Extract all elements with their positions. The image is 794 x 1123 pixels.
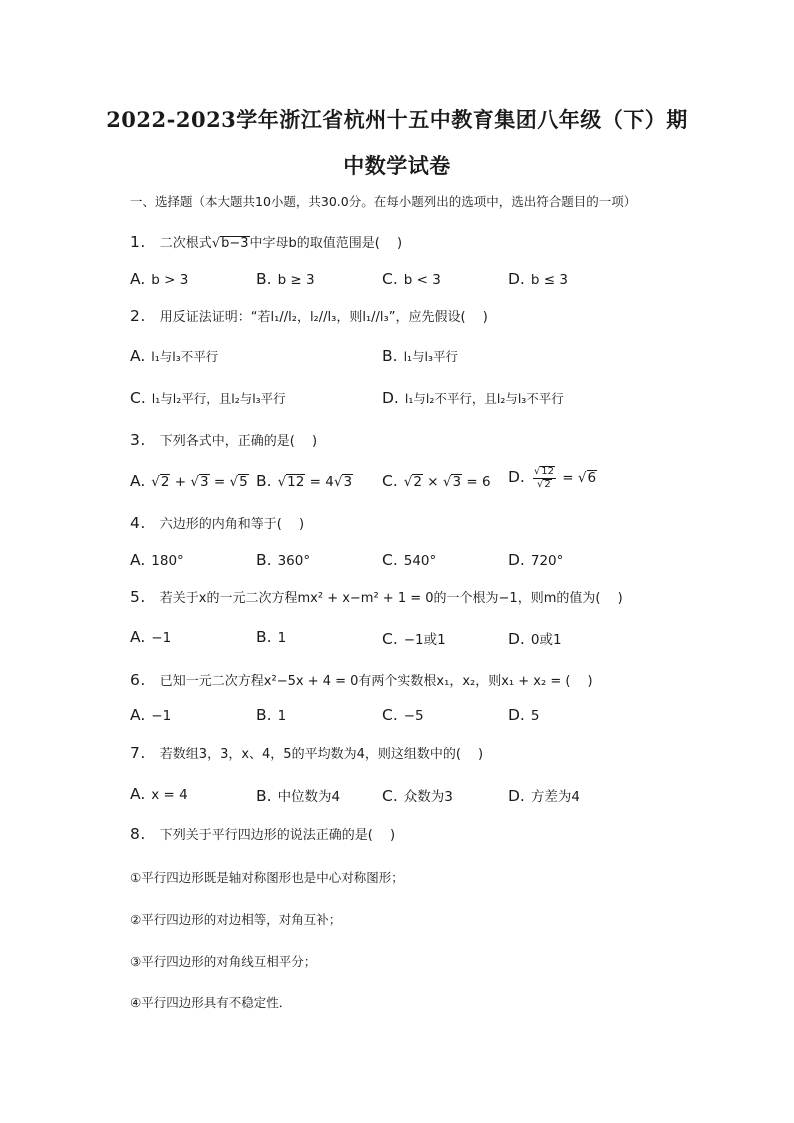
statement-2: ②平行四边形的对边相等，对角互补； [130, 912, 342, 927]
option-a: A. √2 + √3 = √5 [130, 472, 248, 490]
option-b: B. √12 = 4√3 [256, 472, 353, 490]
option-a: A. −1 [130, 628, 172, 646]
option-d: D. 0或1 [508, 630, 562, 648]
question-number: 1. [130, 233, 146, 251]
option-b: B. 360° [256, 551, 311, 569]
question-number: 7. [130, 744, 146, 762]
question-number: 6. [130, 671, 146, 689]
question-text: 若关于x的一元二次方程mx² + x−m² + 1 = 0的一个根为−1，则m的值为( ) [159, 591, 623, 606]
option-d: D. $\frac{√12}{√2}$ = √6 [508, 466, 597, 490]
question-number: 5. [130, 588, 146, 606]
option-c: C. 众数为3 [382, 787, 453, 805]
statement-4: ④平行四边形具有不稳定性． [130, 995, 292, 1010]
option-c: C. b < 3 [382, 270, 441, 288]
question-7 [130, 743, 483, 762]
option-a: A. 180° [130, 551, 184, 569]
question-text: 用反证法证明：“若l₁//l₂，l₂//l₃，则l₁//l₃”，应先假设( ) [159, 310, 488, 325]
question-5 [130, 587, 623, 606]
option-a: A. l₁与l₃不平行 [130, 347, 219, 365]
radicand: b−3 [221, 236, 249, 251]
question-text-pre: 二次根式 [159, 236, 212, 251]
question-4 [130, 513, 304, 532]
question-text: 下列各式中，正确的是( ) [159, 434, 318, 449]
question-number: 8. [130, 825, 146, 843]
question-1: 1. 二次根式√b−3中字母b的取值范围是( ) [130, 233, 403, 251]
option-b: B. 1 [256, 706, 287, 724]
option-a: A. −1 [130, 706, 172, 724]
question-text-post: 中字母b的取值范围是( ) [249, 236, 403, 251]
option-c: C. l₁与l₂平行，且l₂与l₃平行 [130, 389, 286, 407]
option-a: A. b > 3 [130, 270, 189, 288]
question-number: 4. [130, 514, 146, 532]
exam-title-line1: 2022-2023学年浙江省杭州十五中教育集团八年级（下）期 [106, 107, 688, 132]
question-6 [130, 670, 593, 689]
option-c: C. 540° [382, 551, 437, 569]
option-c: C. −5 [382, 706, 424, 724]
question-2 [130, 306, 488, 325]
section-heading: 一、选择题（本大题共10小题，共30.0分。在每小题列出的选项中，选出符合题目的一项） [130, 194, 637, 209]
question-text: 已知一元二次方程x²−5x + 4 = 0有两个实数根x₁，x₂，则x₁ + x₂ = ( ) [159, 674, 593, 689]
question-text: 下列关于平行四边形的说法正确的是( ) [159, 828, 396, 843]
statement-3: ③平行四边形的对角线互相平分； [130, 954, 317, 969]
option-b: B. b ≥ 3 [256, 270, 315, 288]
option-d: D. b ≤ 3 [508, 270, 568, 288]
option-d: D. 720° [508, 551, 564, 569]
option-c: C. √2 × √3 = 6 [382, 472, 491, 490]
question-3 [130, 430, 317, 449]
option-d: D. 5 [508, 706, 540, 724]
option-b: B. 1 [256, 628, 287, 646]
statement-1: ①平行四边形既是轴对称图形也是中心对称图形； [130, 870, 404, 885]
option-d: D. 方差为4 [508, 787, 580, 805]
question-number: 2. [130, 307, 146, 325]
option-b: B. 中位数为4 [256, 787, 341, 805]
option-b: B. l₁与l₃平行 [382, 347, 459, 365]
option-a: A. x = 4 [130, 785, 188, 803]
question-text: 若数组3，3，x、4，5的平均数为4，则这组数中的( ) [159, 747, 484, 762]
exam-title-line2: 中数学试卷 [343, 153, 451, 178]
question-number: 3. [130, 431, 146, 449]
question-8 [130, 824, 395, 843]
option-c: C. −1或1 [382, 630, 446, 648]
question-text: 六边形的内角和等于( ) [159, 517, 305, 532]
option-d: D. l₁与l₂不平行，且l₂与l₃不平行 [382, 389, 564, 407]
